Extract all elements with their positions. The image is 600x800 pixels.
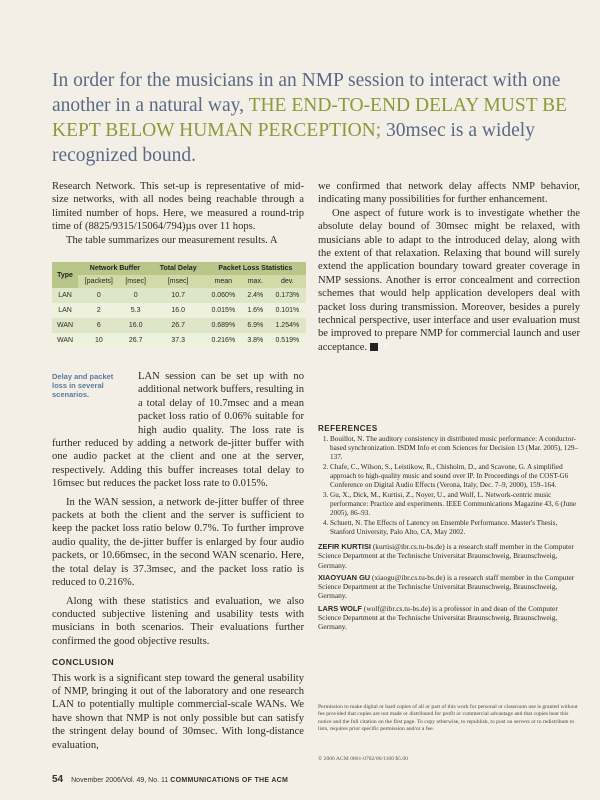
references bbox=[318, 424, 580, 538]
left-column-body bbox=[52, 370, 304, 757]
paragraph: we confirmed that network delay affects NMP behavior, indicating many possibilities for further enhancement. bbox=[318, 181, 580, 206]
paragraph bbox=[318, 207, 580, 354]
table-subheader: [msec] bbox=[152, 275, 205, 288]
author-name: LARS WOLF bbox=[318, 603, 362, 613]
table-cell: 2.4% bbox=[247, 292, 264, 299]
reference-item: 4. Schuett, N. The Effects of Latency on Ensemble Performance. Master's Thesis, Stanford University, Palo Alto, CA, May 2002. bbox=[330, 519, 580, 537]
reference-item: 2. Chafe, C., Wilson, S., Leistikow, R., Chisholm, D., and Scavone, G. A simplified approach to high-quality music and sound over IP. In Proceedings of the COST-G6 Conference on Digital Audio Effects (Verona, Italy, Dec. 7–9, 2000), 159–164. bbox=[330, 463, 580, 490]
table-cell: 26.7 bbox=[120, 333, 152, 348]
paragraph: The table summarizes our measurement results. A bbox=[66, 234, 278, 246]
table-header-total-delay: Total Delay bbox=[152, 262, 205, 275]
table-cell: 0.101% bbox=[269, 303, 306, 318]
table-cell: 0 bbox=[96, 292, 101, 299]
pull-quote-part1: In order for the musicians in an NMP session to interact with one another in a natural way, bbox=[52, 70, 561, 116]
references-heading: REFERENCES bbox=[318, 424, 378, 433]
permission-notice: Permission to make digital or hard copies of all or part of this work for personal or classroom use is granted without fee provided that copies are not made or distributed for profit or commercial advantage and that copies bear this notice and the full citation on the first page. To copy otherwise, to republish, to post on servers or to redistribute to lists, requires prior specific permission and/or a fee. bbox=[318, 704, 578, 733]
table-cell: 0.216% bbox=[205, 333, 242, 348]
journal-name: COMMUNICATIONS OF THE ACM bbox=[170, 777, 289, 784]
table-header-packet-loss: Packet Loss Statistics bbox=[205, 262, 306, 275]
reference-item: 1. Bouillot, N. The auditory consistency in distributed music performance: A conductor-based synchronization. ISDM Info et com Sciences for Decision 13 (Mar. 2005), 129–137. bbox=[330, 435, 580, 462]
table-cell: LAN bbox=[52, 303, 78, 318]
author-description: (wolf@ibr.cs.tu-bs.de) is a professor in and dean of the Computer Science Department at the Technische Universitat Braunschweig, Braunschweig, Germany. bbox=[318, 603, 558, 632]
table-cell: LAN bbox=[58, 292, 72, 299]
table-cell: 37.3 bbox=[152, 333, 205, 348]
table-cell: 6 bbox=[96, 322, 101, 329]
author-bio bbox=[318, 542, 580, 570]
paragraph: Research Network. This set-up is representative of mid-size networks, with all nodes being reachable through a limited number of hops. Here, we measured a round-trip time of (8825/9315/15064/794)µs over 11 hops. bbox=[52, 181, 304, 233]
table-subheader: mean bbox=[205, 275, 242, 288]
table-subheader: max. bbox=[242, 275, 269, 288]
table-subheader: [packets] bbox=[78, 275, 120, 288]
table-caption: Delay and packet loss in several scenarios. bbox=[52, 372, 114, 399]
table-cell: 10 bbox=[78, 333, 120, 348]
right-column-top bbox=[318, 180, 580, 354]
table-subheader: [msec] bbox=[120, 275, 152, 288]
author-description: (kurtisi@ibr.cs.tu-bs.de) is a research staff member in the Computer Science Department at the Technische Universitat Braunschweig, Braunschweig, Germany. bbox=[318, 542, 574, 570]
paragraph: Along with these statistics and evaluation, we also conducted subjective listening and usability tests with musicians in both scenarios. Their evaluations further confirmed the good objective results. bbox=[52, 595, 304, 647]
table-row bbox=[52, 288, 306, 303]
table-cell: 3.8% bbox=[242, 333, 269, 348]
table-cell: 1.6% bbox=[242, 303, 269, 318]
table-header-network-buffer: Network Buffer bbox=[78, 262, 152, 275]
table-header-type: Type bbox=[52, 262, 78, 288]
page-number: 54 bbox=[52, 774, 64, 785]
table-cell: 0.060% bbox=[211, 292, 236, 299]
table-cell: 26.7 bbox=[171, 322, 185, 329]
author-name: ZEFIR KURTISI bbox=[318, 542, 371, 551]
pull-quote-part2: 30msec is a widely recognized bound. bbox=[52, 120, 535, 166]
table-cell: 2 bbox=[78, 303, 120, 318]
table-cell: 0 bbox=[133, 292, 138, 299]
pull-quote bbox=[52, 68, 572, 168]
table-cell: 1.254% bbox=[275, 322, 300, 329]
table-cell: 5.3 bbox=[120, 303, 152, 318]
paragraph-text: One aspect of future work is to investigate whether the absolute delay bound of 30msec might be relaxed, with musicians able to adapt to the introduced delay, along with the extent of that relaxation. Relaxing that bound will surely extend the application boundary toward greater coverage in NMP sessions. Another is error concealment and correction schemes that would help application developers deal with packet loss during transmission. Moreover, besides a purely technical perspective, user interface and user evaluation must be improved to prepare NMP for commercial launch and user acceptance. bbox=[318, 207, 580, 353]
table-row bbox=[52, 318, 306, 333]
author-description: (xiaogu@ibr.cs.tu-bs.de) is a research staff member in the Computer Science Department at the Technische Universitat Braunschweig, Braunschweig, Germany. bbox=[318, 572, 575, 601]
end-of-article-icon: C bbox=[370, 343, 378, 351]
table-cell: 0.015% bbox=[205, 303, 242, 318]
table-row bbox=[52, 333, 306, 348]
conclusion-heading: CONCLUSION bbox=[52, 657, 115, 668]
author-bios bbox=[318, 542, 580, 635]
table-cell: 16.0 bbox=[128, 322, 143, 329]
table-cell: WAN bbox=[52, 333, 78, 348]
author-bio bbox=[318, 573, 580, 601]
reference-item: 3. Gu, X., Dick, M., Kurtisi, Z., Noyer, U., and Wolf, L. Network-centric music performance: Practice and experiments. IEEE Communications Magazine 43, 6 (June 2005), 86–93. bbox=[330, 491, 580, 518]
table-cell: 0.519% bbox=[269, 333, 306, 348]
table-cell: 16.0 bbox=[152, 303, 205, 318]
table-row bbox=[52, 303, 306, 318]
table-cell: 6.9% bbox=[247, 322, 264, 329]
results-table bbox=[52, 262, 306, 348]
paragraph: This work is a significant step toward the general usability of NMP, bringing it out of the laboratory and one research LAN to potentially multiple commercial-scale WANs. We have shown that NMP is not only possible but can satisfy the stringent delay bound of 30msec. With long-distance evaluation, bbox=[52, 672, 304, 751]
table-subheader: dev. bbox=[269, 275, 306, 288]
table-cell: WAN bbox=[57, 322, 74, 329]
table-cell: 0.173% bbox=[275, 292, 300, 299]
left-column-top bbox=[52, 180, 304, 247]
issue-info: November 2006/Vol. 49, No. 11 bbox=[71, 777, 171, 784]
table-cell: 10.7 bbox=[171, 292, 185, 299]
pull-quote-caps: THE END-TO-END DELAY MUST BE KEPT BELOW HUMAN PERCEPTION; bbox=[52, 95, 568, 141]
paragraph: In the WAN session, a network de-jitter buffer of three packets at both the client and the server is sufficient to keep the packet loss ratio below 0.7%. To further improve audio quality, the de-jitter buffer is enlarged by four audio packets, or 10.66msec, in the second WAN scenario. Here, the total delay is 37.3msec, and the packet loss ratio is reduced to 0.216%. bbox=[52, 496, 304, 589]
copyright-line: © 2006 ACM 0001-0782/06/1100 $5.00 bbox=[318, 756, 408, 762]
author-name: XIAOYUAN GU bbox=[318, 572, 371, 582]
table-cell: 0.689% bbox=[211, 322, 236, 329]
page-footer bbox=[52, 774, 582, 785]
paragraph: LAN session can be set up with no additional network buffers, resulting in a total delay of 10.7msec and a mean packet loss ratio of 0.06% suitable for high audio quality. The loss rate is further reduced by adding a network de-jitter buffer with one audio packet at the client and one at the server, respectively. Adding this buffer increases total delay to 16msec but reduces the packet loss rate to 0.015%. bbox=[52, 371, 304, 490]
author-bio bbox=[318, 604, 580, 632]
